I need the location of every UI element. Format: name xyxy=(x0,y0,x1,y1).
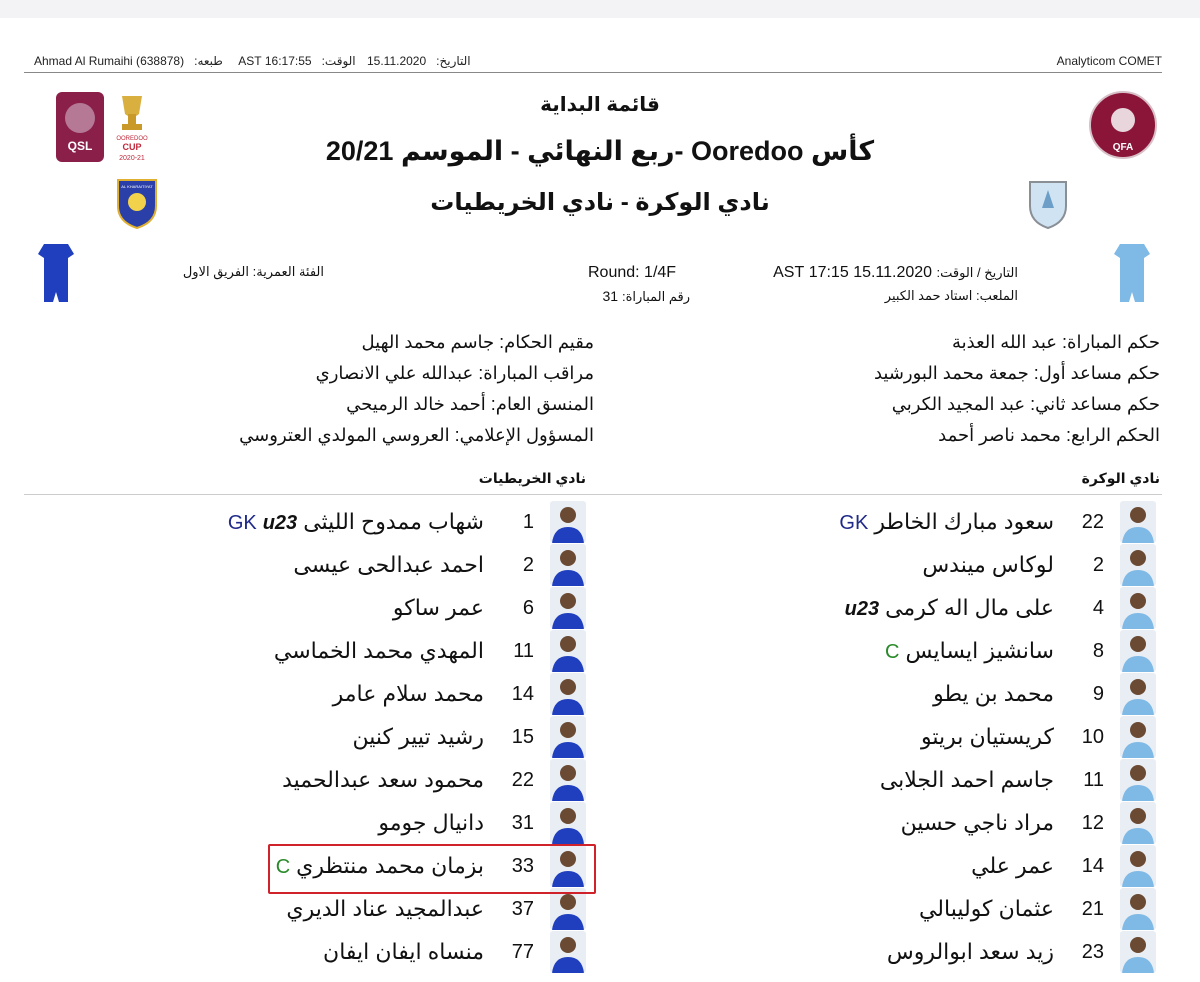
player-row xyxy=(901,803,1156,843)
age-group xyxy=(183,264,324,280)
assistant-referee-1: حكم مساعد أول: جمعة محمد البورشيد xyxy=(873,363,1160,383)
player-number: 11 xyxy=(513,639,534,662)
match-datetime xyxy=(773,264,1018,282)
player-number: 4 xyxy=(1092,596,1104,619)
print-time: 16:17:55 AST xyxy=(238,54,312,68)
player-name: محمود سعد عبدالحميد xyxy=(282,767,484,792)
player-number: 33 xyxy=(511,854,534,877)
competition-title: كأس Ooredoo -ربع النهائي - الموسم 20/21 xyxy=(325,136,875,166)
referee: حكم المباراة: عبد الله العذبة xyxy=(952,332,1160,352)
player-number: 6 xyxy=(522,596,534,619)
player-number: 77 xyxy=(511,940,534,963)
player-row xyxy=(885,631,1156,671)
fixture-title: نادي الوكرة - نادي الخريطيات xyxy=(430,189,770,216)
match-commissioner: مراقب المباراة: عبدالله علي الانصاري xyxy=(315,363,594,383)
u23-tag: u23 xyxy=(844,598,880,620)
player-number: 23 xyxy=(1081,940,1104,963)
player-row xyxy=(286,889,586,929)
highlight-box xyxy=(268,844,596,894)
player-name: لوكاس ميندس xyxy=(922,552,1054,577)
player-name: كريستيان بريتو xyxy=(921,724,1054,749)
general-coordinator: المنسق العام: أحمد خالد الرميحي xyxy=(346,394,594,414)
player-photo xyxy=(550,630,586,672)
print-date-label: التاريخ: xyxy=(436,54,471,68)
venue-value: استاد حمد الكبير xyxy=(884,288,973,303)
match-round: Round: 1/4F xyxy=(588,264,677,281)
player-photo xyxy=(550,802,586,844)
player-row xyxy=(880,760,1156,800)
player-number: 14 xyxy=(1081,854,1104,877)
player-number: 15 xyxy=(511,725,534,748)
match-no-value: 31 xyxy=(602,288,619,304)
player-row xyxy=(845,588,1156,628)
media-officer: المسؤول الإعلامي: العروسي المولدي العتروسي xyxy=(239,425,594,445)
qfa-text: QFA xyxy=(1112,142,1134,153)
player-number: 10 xyxy=(1081,725,1104,748)
player-photo xyxy=(1120,630,1156,672)
player-photo xyxy=(1120,544,1156,586)
datetime-label: التاريخ / الوقت: xyxy=(936,265,1018,280)
print-time-label: الوقت: xyxy=(321,54,356,68)
player-name: جاسم احمد الجلابى xyxy=(879,767,1054,792)
age-group-value: الفريق الاول xyxy=(182,264,249,279)
crest-text: AL KHARAITIYAT xyxy=(121,184,153,189)
player-photo xyxy=(1120,673,1156,715)
player-number: 31 xyxy=(511,811,534,834)
player-photo xyxy=(550,501,586,543)
qsl-text: QSL xyxy=(67,139,93,153)
printed-by-label: طبعه: xyxy=(194,54,223,68)
match-number xyxy=(602,288,690,305)
player-name: على مال اله كرمىu23 xyxy=(844,595,1054,620)
player-number: 22 xyxy=(1081,510,1104,533)
player-name: مراد ناجي حسين xyxy=(900,810,1054,835)
captain-tag: C xyxy=(275,856,291,878)
datetime-value: 15.11.2020 17:15 AST xyxy=(773,264,933,281)
assistant-referee-2: حكم مساعد ثاني: عبد المجيد الكربي xyxy=(891,394,1160,414)
player-name: احمد عبدالحى عيسى xyxy=(293,552,484,577)
player-photo xyxy=(550,587,586,629)
age-group-label: الفئة العمرية: xyxy=(252,264,324,279)
player-row xyxy=(228,502,586,542)
player-number: 21 xyxy=(1081,897,1104,920)
cup-line1: OOREDOO xyxy=(116,136,148,142)
player-name: عمر ساكو xyxy=(392,595,484,620)
player-photo xyxy=(1120,587,1156,629)
player-photo xyxy=(1120,501,1156,543)
document-title: قائمة البداية xyxy=(540,94,660,116)
player-name: زيد سعد ابوالروس xyxy=(886,939,1054,964)
top-band xyxy=(0,0,1200,18)
player-photo xyxy=(550,888,586,930)
player-photo xyxy=(550,673,586,715)
player-number: 37 xyxy=(511,897,534,920)
player-photo xyxy=(1120,716,1156,758)
player-photo xyxy=(550,716,586,758)
player-row xyxy=(323,932,586,972)
player-row xyxy=(922,545,1156,585)
print-info xyxy=(24,54,471,68)
player-row xyxy=(333,674,586,714)
venue-label: الملعب: xyxy=(975,288,1018,303)
player-photo xyxy=(1120,802,1156,844)
player-name: رشيد تيير كنين xyxy=(352,724,484,749)
player-photo xyxy=(550,931,586,973)
u23-tag: u23 xyxy=(262,512,298,534)
player-row xyxy=(352,717,586,757)
player-row xyxy=(378,803,586,843)
player-name: شهاب ممدوح الليثىGK u23 xyxy=(227,509,484,534)
header-rule xyxy=(24,72,1162,73)
player-number: 14 xyxy=(511,682,534,705)
captain-tag: C xyxy=(885,641,900,663)
cup-line2: CUP xyxy=(122,142,142,152)
fourth-official: الحكم الرابع: محمد ناصر أحمد xyxy=(938,425,1160,445)
player-row xyxy=(293,545,586,585)
goalkeeper-tag: GK xyxy=(839,512,869,534)
player-number: 9 xyxy=(1092,682,1104,705)
player-name: عمر علي xyxy=(971,853,1054,878)
player-row xyxy=(921,717,1156,757)
player-photo xyxy=(1120,888,1156,930)
player-row xyxy=(393,588,586,628)
player-name: سعود مبارك الخاطرGK xyxy=(839,509,1054,534)
player-row xyxy=(839,502,1156,542)
home-team-header: نادي الوكرة xyxy=(1081,470,1160,486)
player-name: عثمان كوليبالي xyxy=(918,896,1054,921)
player-name: دانيال جومو xyxy=(378,810,484,835)
player-number: 8 xyxy=(1092,639,1104,662)
player-name: سانشيز ايسايسC xyxy=(885,638,1054,663)
player-row xyxy=(887,932,1156,972)
player-photo xyxy=(1120,845,1156,887)
player-row xyxy=(971,846,1156,886)
player-row xyxy=(933,674,1156,714)
player-photo xyxy=(550,759,586,801)
player-row xyxy=(274,631,586,671)
match-venue xyxy=(885,288,1018,304)
printed-by: (638878) Ahmad Al Rumaihi xyxy=(34,54,185,68)
player-row xyxy=(282,760,586,800)
cup-line3: 2020-21 xyxy=(119,155,145,162)
player-photo xyxy=(550,544,586,586)
home-kit-icon xyxy=(1114,242,1150,304)
player-number: 12 xyxy=(1081,811,1104,834)
player-photo xyxy=(1120,759,1156,801)
referee-assessor: مقيم الحكام: جاسم محمد الهيل xyxy=(361,332,594,352)
player-name: المهدي محمد الخماسي xyxy=(273,638,484,663)
player-number: 1 xyxy=(522,510,534,533)
lineup-divider xyxy=(24,494,1162,495)
player-name: بزمان محمد منتظريC xyxy=(275,853,484,878)
player-photo xyxy=(1120,931,1156,973)
away-kit-icon xyxy=(38,242,74,304)
player-row xyxy=(919,889,1156,929)
player-name: محمد بن يطو xyxy=(933,681,1054,706)
away-team-header: نادي الخريطيات xyxy=(478,470,586,486)
player-number: 2 xyxy=(522,553,534,576)
player-name: عبدالمجيد عناد الديري xyxy=(286,896,484,921)
player-number: 2 xyxy=(1092,553,1104,576)
player-number: 11 xyxy=(1083,768,1104,791)
print-date: 15.11.2020 xyxy=(366,54,427,68)
player-name: محمد سلام عامر xyxy=(332,681,484,706)
player-name: منساه ايفان ايفان xyxy=(323,939,484,964)
print-header xyxy=(24,54,1162,72)
system-name: Analyticom COMET xyxy=(1056,54,1162,68)
goalkeeper-tag: GK xyxy=(227,512,257,534)
player-number: 22 xyxy=(511,768,534,791)
match-no-label: رقم المباراة: xyxy=(621,289,690,304)
